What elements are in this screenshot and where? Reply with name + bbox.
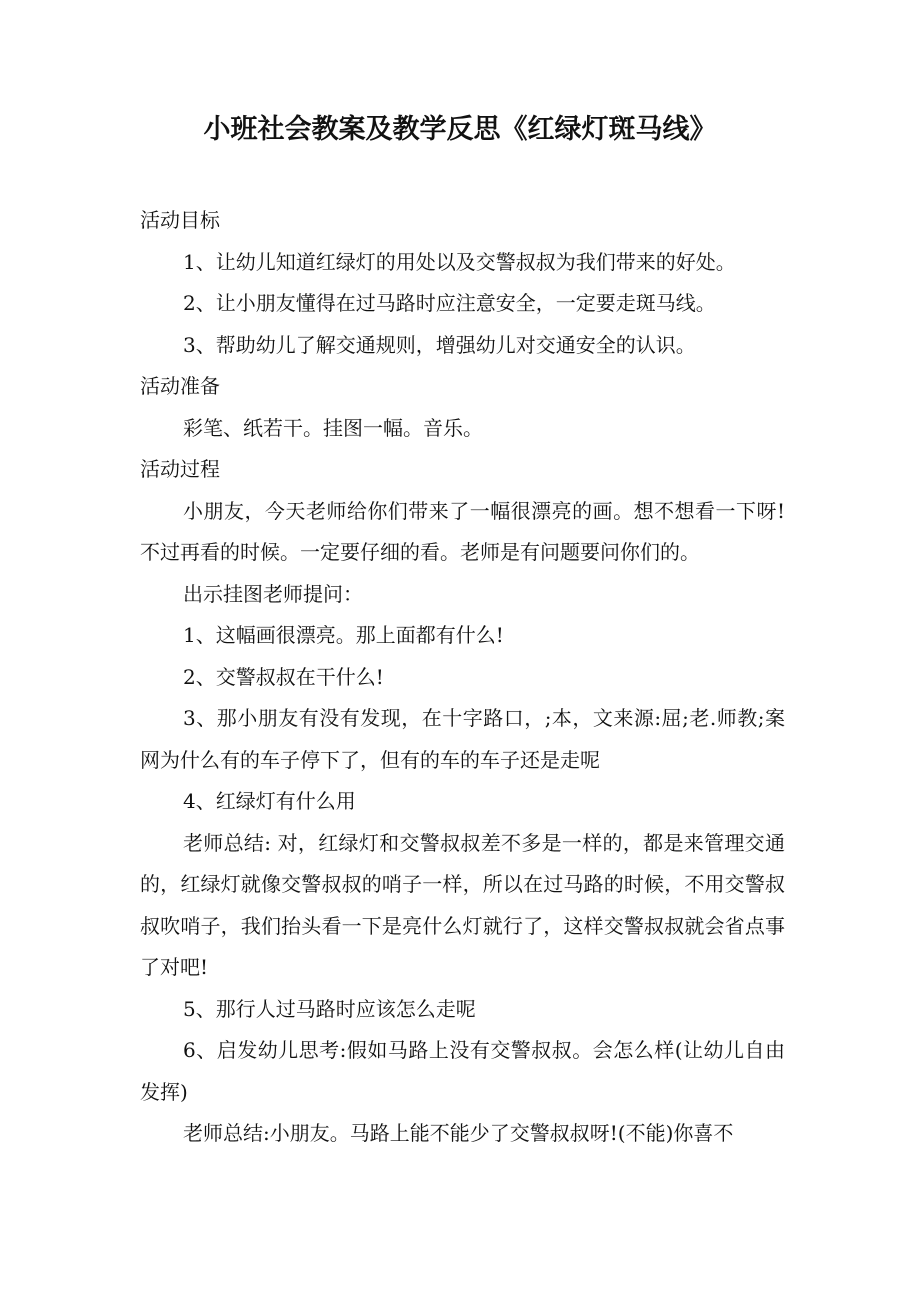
paragraph: 小朋友，今天老师给你们带来了一幅很漂亮的画。想不想看一下呀!不过再看的时候。一定要仔细的看。老师是有问题要问你们的。 [140, 498, 785, 564]
paragraph: 出示挂图老师提问： [183, 581, 363, 606]
paragraph: 5、那行人过马路时应该怎么走呢 [183, 996, 476, 1021]
paragraph: 老师总结:小朋友。马路上能不能少了交警叔叔呀!(不能)你喜不 [183, 1121, 734, 1145]
paragraph: 彩笔、纸若干。挂图一幅。音乐。 [183, 415, 483, 440]
document-body [140, 200, 785, 1155]
paragraph: 1、让幼儿知道红绿灯的用处以及交警叔叔为我们带来的好处。 [183, 249, 736, 274]
paragraph: 2、交警叔叔在干什么! [183, 664, 384, 689]
section-heading-preparation: 活动准备 [140, 374, 220, 398]
paragraph: 老师总结: 对，红绿灯和交警叔叔差不多是一样的，都是来管理交通的，红绿灯就像交警叔叔的哨子一样，所以在过马路的时候，不用交警叔叔吹哨子，我们抬头看一下是亮什么灯就行了，这样交警叔叔就会省点事了对吧! [140, 830, 785, 979]
paragraph: 1、这幅画很漂亮。那上面都有什么! [183, 623, 504, 647]
section-heading-goals: 活动目标 [140, 208, 220, 232]
paragraph: 2、让小朋友懂得在过马路时应注意安全，一定要走斑马线。 [183, 291, 716, 315]
section-heading-process: 活动过程 [140, 457, 220, 481]
paragraph: 6、启发幼儿思考:假如马路上没有交警叔叔。会怎么样(让幼儿自由发挥) [140, 1038, 785, 1104]
paragraph: 4、红绿灯有什么用 [183, 789, 356, 813]
paragraph: 3、帮助幼儿了解交通规则，增强幼儿对交通安全的认识。 [183, 332, 696, 357]
document-title: 小班社会教案及教学反思《红绿灯斑马线》 [203, 114, 717, 145]
paragraph: 3、那小朋友有没有发现，在十字路口，;本，文来源:屈;老.师教;案网为什么有的车子停下了，但有的车的车子还是走呢 [140, 706, 785, 772]
